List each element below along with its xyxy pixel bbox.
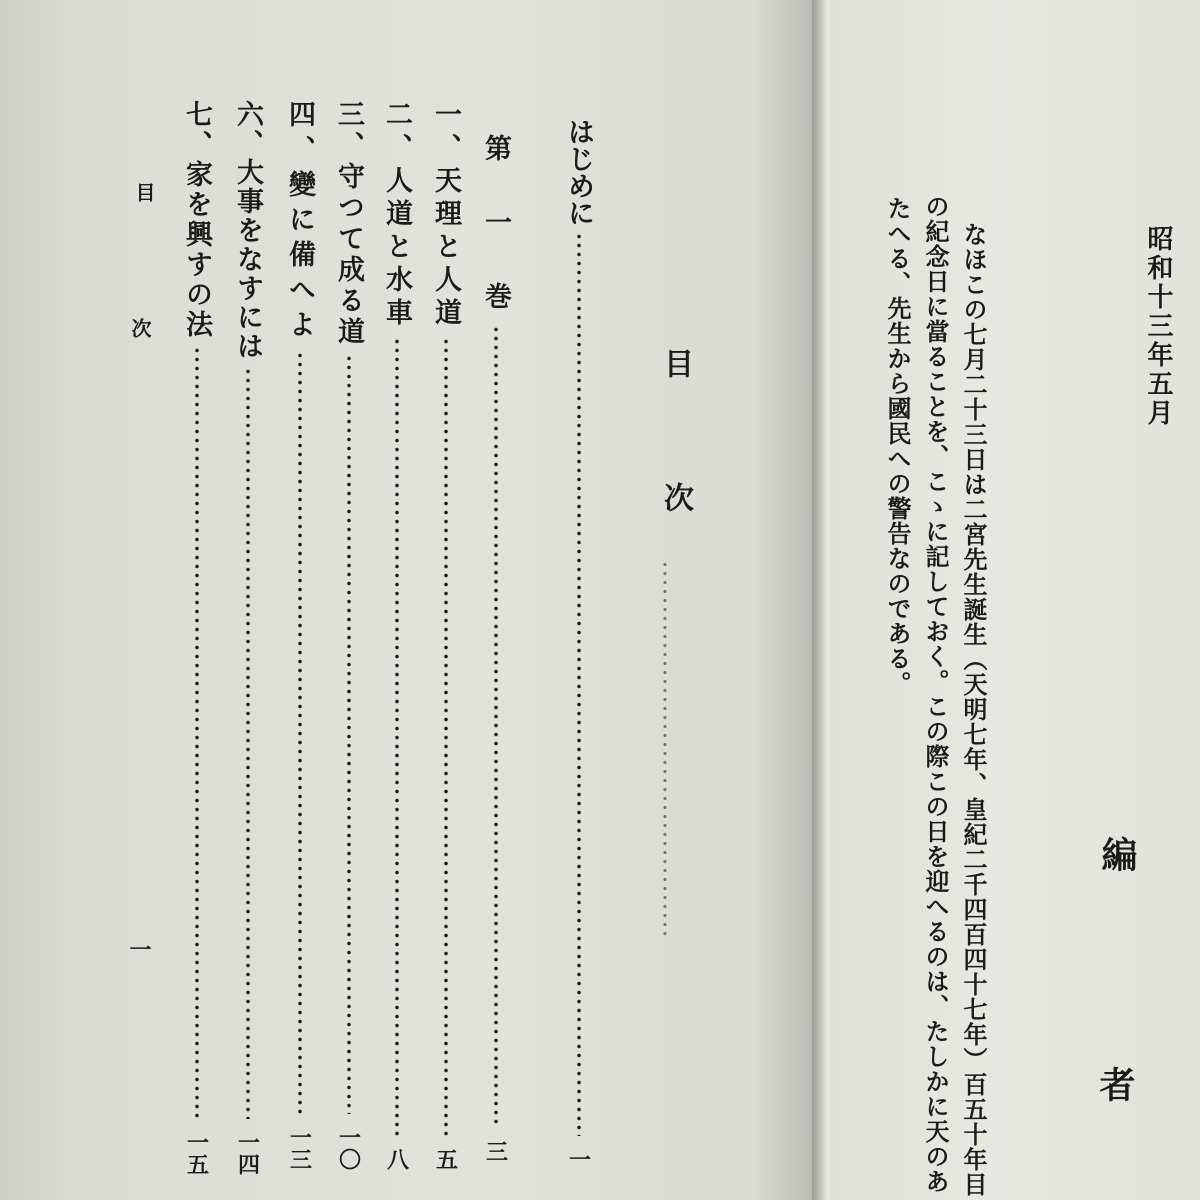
toc-entry-2[interactable]: [383, 100, 410, 1170]
toc-entry-label: 四、變に備へよ: [284, 100, 315, 345]
toc-entry-page: 三: [482, 1140, 509, 1162]
toc-entry-page: 五: [432, 1148, 459, 1170]
toc-entry-label: 七、家を興すの法: [181, 100, 212, 340]
leader-dots: [297, 351, 303, 1114]
toc-entry-label: はじめに: [563, 118, 594, 226]
leader-dots: [194, 346, 200, 1119]
footer-page-number: 一: [126, 938, 152, 960]
leader-dots: [394, 337, 400, 1136]
toc-entry-4[interactable]: [286, 100, 313, 1170]
toc-title-char-1: 目: [658, 348, 693, 380]
footer-label-char-1: 目: [132, 182, 156, 202]
preface-line-2: の紀念日に當ることを、こゝに記しておく。この際この日を迎へるのは、たしかに天のあ: [921, 194, 950, 1194]
toc-title-dots: [662, 560, 668, 940]
toc-entry-volume-1[interactable]: [482, 134, 509, 1162]
toc-entry-6[interactable]: [234, 100, 261, 1175]
toc-entry-page: 八: [383, 1148, 410, 1170]
toc-title-char-2: 次: [658, 482, 693, 514]
toc-entry-page: 一: [565, 1148, 592, 1170]
signature-char-2: 者: [1094, 1066, 1136, 1102]
preface-line-1: なほこの七月二十三日は二宮先生誕生（天明七年、皇紀二千四百四十七年）百五十年目: [959, 222, 988, 1197]
toc-entry-page: 一四: [234, 1131, 261, 1175]
toc-entry-1[interactable]: [432, 100, 459, 1170]
leader-dots: [346, 354, 352, 1114]
toc-entry-3[interactable]: [335, 100, 362, 1170]
toc-entry-7[interactable]: [183, 100, 210, 1175]
toc-entry-page: 一五: [183, 1131, 210, 1175]
toc-entry-label: 一、天理と人道: [430, 100, 461, 331]
footer-label-char-2: 次: [128, 318, 152, 338]
toc-entry-page: 一〇: [335, 1126, 362, 1170]
leader-dots: [576, 232, 582, 1136]
preface-line-3: たへる、先生から國民への警告なのである。: [883, 196, 912, 696]
signature-char-1: 編: [1096, 836, 1138, 872]
toc-entry-hajimeni[interactable]: [565, 118, 592, 1170]
leader-dots: [245, 367, 251, 1119]
leader-dots: [443, 337, 449, 1136]
date-line: 昭和十三年五月: [1143, 225, 1173, 428]
toc-entry-label: 二、人道と水車: [381, 100, 412, 331]
toc-entry-label: 六、大事をなすには: [232, 100, 263, 361]
toc-entry-label: 第 一 巻: [480, 134, 511, 319]
toc-entry-page: 一三: [286, 1126, 313, 1170]
toc-entry-label: 三、守つて成る道: [333, 100, 364, 348]
leader-dots: [493, 325, 499, 1128]
